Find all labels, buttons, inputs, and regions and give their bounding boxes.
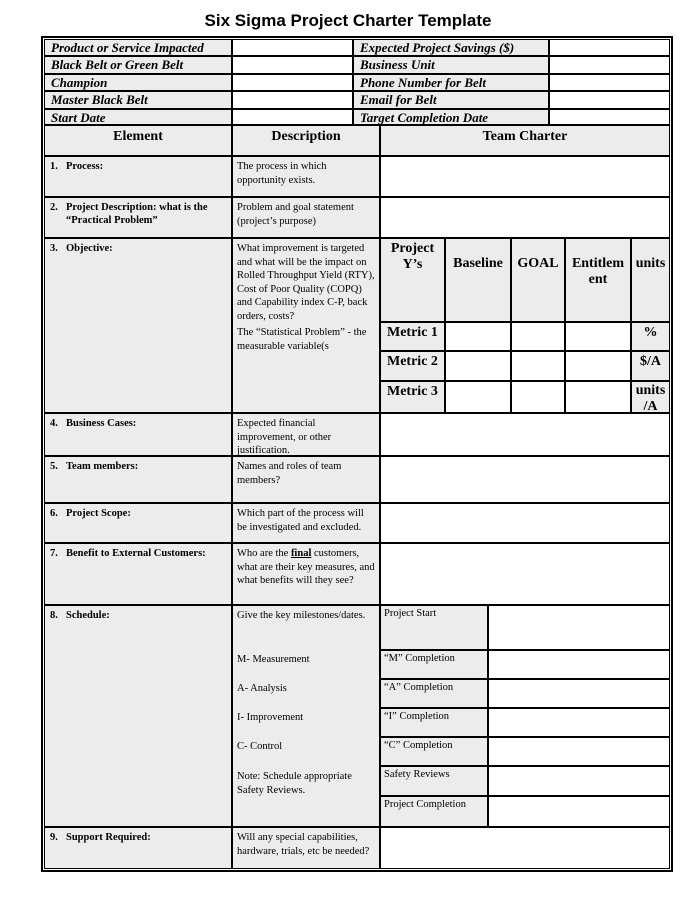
row-number: 8. — [50, 610, 58, 621]
schedule-date-project-completion[interactable] — [488, 796, 670, 827]
row-number: 6. — [50, 508, 58, 519]
metric-2-entitlement[interactable] — [565, 351, 631, 381]
project-charter-table — [41, 36, 673, 872]
row-number: 5. — [50, 461, 58, 472]
label-target-completion: Target Completion Date — [353, 109, 549, 125]
page-title: Six Sigma Project Charter Template — [204, 11, 492, 30]
description-process: The process in which opportunity exists. — [232, 156, 380, 197]
description-project-scope: Which part of the process will be investigated and excluded. — [232, 503, 380, 543]
row-number: 3. — [50, 243, 58, 254]
field-belt[interactable] — [232, 56, 353, 74]
description-support-required: Will any special capabilities, hardware, trials, etc be needed? — [232, 827, 380, 869]
metric-3-baseline[interactable] — [445, 381, 511, 413]
column-element: Element — [44, 125, 232, 156]
row-number: 4. — [50, 418, 58, 429]
metric-3-label: Metric 3 — [380, 381, 445, 413]
schedule-note: Note: Schedule appropriate Safety Reviews. — [237, 771, 352, 796]
objective-text: What improvement is targeted and what will be the impact on Rolled Throughput Yield (RTY), Cost of Poor Quality (COPQ) and Capability index C-P, back orders, costs? — [237, 243, 375, 322]
metric-3-entitlement[interactable] — [565, 381, 631, 413]
metric-1-goal[interactable] — [511, 322, 565, 351]
metrics-header-entitlement: Entitlem ent — [565, 238, 631, 322]
element-label: Project Scope: — [66, 508, 131, 519]
description-business-cases: Expected financial improvement, or other justification. — [232, 413, 380, 456]
schedule-label-safety-reviews: Safety Reviews — [380, 766, 488, 796]
field-product-or-service[interactable] — [232, 39, 353, 56]
schedule-date-a-completion[interactable] — [488, 679, 670, 708]
schedule-label-c-completion: “C” Completion — [380, 737, 488, 766]
label-master-black-belt: Master Black Belt — [44, 91, 232, 109]
label-product-or-service: Product or Service Impacted — [44, 39, 232, 56]
schedule-date-safety-reviews[interactable] — [488, 766, 670, 796]
element-benefit-external-customers — [44, 543, 232, 605]
milestone-measurement: M- Measurement — [237, 654, 310, 665]
charter-field-business-cases[interactable] — [380, 413, 670, 456]
element-support-required — [44, 827, 232, 869]
charter-field-team-members[interactable] — [380, 456, 670, 503]
charter-field-benefit-external-customers[interactable] — [380, 543, 670, 605]
element-label: Support Required: — [66, 832, 151, 843]
element-label: Business Cases: — [66, 418, 137, 429]
metrics-header-project-ys: Project Y’s — [380, 238, 445, 322]
charter-field-project-scope[interactable] — [380, 503, 670, 543]
field-business-unit[interactable] — [549, 56, 670, 74]
charter-field-project-description[interactable] — [380, 197, 670, 238]
row-number: 2. — [50, 202, 58, 213]
field-start-date[interactable] — [232, 109, 353, 125]
element-project-description — [44, 197, 232, 238]
metric-3-unit: units /A — [631, 381, 670, 413]
field-master-black-belt[interactable] — [232, 91, 353, 109]
label-email: Email for Belt — [353, 91, 549, 109]
metric-2-baseline[interactable] — [445, 351, 511, 381]
description-project-description: Problem and goal statement (project’s purpose) — [232, 197, 380, 238]
metric-1-label: Metric 1 — [380, 322, 445, 351]
element-team-members — [44, 456, 232, 503]
metrics-header-goal: GOAL — [511, 238, 565, 322]
element-project-scope — [44, 503, 232, 543]
field-email[interactable] — [549, 91, 670, 109]
label-expected-savings: Expected Project Savings ($) — [353, 39, 549, 56]
description-objective — [232, 238, 380, 413]
element-business-cases — [44, 413, 232, 456]
milestone-improvement: I- Improvement — [237, 712, 304, 723]
schedule-date-project-start[interactable] — [488, 605, 670, 650]
label-start-date: Start Date — [44, 109, 232, 125]
milestone-analysis: A- Analysis — [237, 683, 287, 694]
schedule-date-i-completion[interactable] — [488, 708, 670, 737]
description-schedule — [232, 605, 380, 827]
milestone-control: C- Control — [237, 741, 283, 752]
column-description: Description — [232, 125, 380, 156]
element-label: Process: — [66, 161, 104, 172]
element-label: Benefit to External Customers: — [66, 548, 206, 559]
schedule-label-i-completion: “I” Completion — [380, 708, 488, 737]
element-label: Project Description: what is the “Practical Problem” — [66, 202, 208, 226]
metric-1-baseline[interactable] — [445, 322, 511, 351]
statistical-problem-text: The “Statistical Problem” - the measurable variable(s — [237, 327, 367, 352]
metric-2-unit: $/A — [631, 351, 670, 381]
label-belt: Black Belt or Green Belt — [44, 56, 232, 74]
charter-field-support-required[interactable] — [380, 827, 670, 869]
description-emphasis: final — [290, 548, 312, 559]
row-number: 1. — [50, 161, 58, 172]
element-label: Objective: — [66, 243, 113, 254]
element-objective — [44, 238, 232, 413]
field-expected-savings[interactable] — [549, 39, 670, 56]
label-business-unit: Business Unit — [353, 56, 549, 74]
label-champion: Champion — [44, 74, 232, 91]
row-number: 9. — [50, 832, 58, 843]
schedule-description: Give the key milestones/dates. — [237, 610, 366, 621]
row-number: 7. — [50, 548, 58, 559]
metric-3-goal[interactable] — [511, 381, 565, 413]
element-process — [44, 156, 232, 197]
metric-1-entitlement[interactable] — [565, 322, 631, 351]
metric-1-unit: % — [631, 322, 670, 351]
label-phone-number: Phone Number for Belt — [353, 74, 549, 91]
metrics-header-units: units — [631, 238, 670, 322]
element-label: Schedule: — [66, 610, 110, 621]
metric-2-goal[interactable] — [511, 351, 565, 381]
metric-2-label: Metric 2 — [380, 351, 445, 381]
description-text: customers, what are their key measures, and what benefits will they see? — [237, 548, 375, 586]
schedule-label-project-completion: Project Completion — [380, 796, 488, 827]
field-target-completion[interactable] — [549, 109, 670, 125]
schedule-label-a-completion: “A” Completion — [380, 679, 488, 708]
description-text: Who are the — [237, 548, 291, 559]
column-team-charter: Team Charter — [380, 125, 670, 156]
metrics-header-baseline: Baseline — [445, 238, 511, 322]
schedule-date-c-completion[interactable] — [488, 737, 670, 766]
charter-field-process[interactable] — [380, 156, 670, 197]
field-champion[interactable] — [232, 74, 353, 91]
schedule-label-m-completion: “M” Completion — [380, 650, 488, 679]
field-phone-number[interactable] — [549, 74, 670, 91]
element-label: Team members: — [66, 461, 139, 472]
schedule-date-m-completion[interactable] — [488, 650, 670, 679]
description-team-members: Names and roles of team members? — [232, 456, 380, 503]
element-schedule — [44, 605, 232, 827]
schedule-label-project-start: Project Start — [380, 605, 488, 650]
description-benefit-external-customers — [232, 543, 380, 605]
